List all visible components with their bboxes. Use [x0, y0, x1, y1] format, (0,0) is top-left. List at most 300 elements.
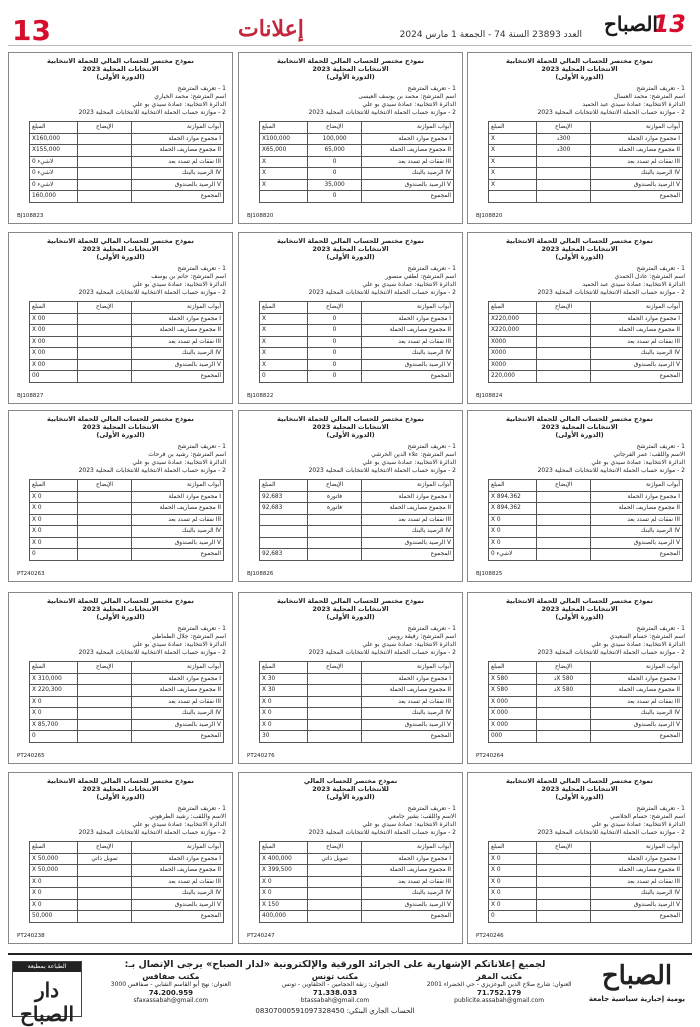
- row-amount: X: [489, 156, 537, 168]
- office-email[interactable]: publicite.assabah@gmail.com: [454, 997, 545, 1004]
- info-line: اسم المترشح: رشيد بن فرحات: [148, 451, 226, 458]
- card-title: (الدورة الأولى): [555, 253, 604, 261]
- row-note: [307, 514, 362, 526]
- card-title: نموذج مختصر للحساب المالي للحملة الانتخابية: [506, 57, 653, 65]
- header-cell: المبلغ: [489, 122, 537, 134]
- candidate-info: [15, 265, 226, 297]
- card-title: الانتخابات المحلية 2023: [541, 65, 618, 73]
- row-note: [77, 503, 132, 515]
- row-note: [536, 191, 591, 203]
- row-amount: X 0: [489, 514, 537, 526]
- row-amount: X000: [489, 336, 537, 348]
- ad-reference: PT240276: [247, 753, 275, 759]
- info-line: اسم المترشح: لطفي منصور: [385, 273, 456, 280]
- card-title: (الدورة الأولى): [555, 431, 604, 439]
- ad-reference: PT240247: [247, 933, 275, 939]
- row-label: المجموع: [362, 549, 454, 561]
- info-line: الدائرة الانتخابية: عمادة سيدي بو علي: [132, 281, 226, 288]
- row-label: III نفقات لم تسدد بعد: [362, 876, 454, 888]
- ad-reference: BJ108824: [476, 393, 503, 399]
- row-note: [536, 348, 591, 360]
- table-row: [489, 853, 683, 865]
- row-amount: X 00: [30, 359, 78, 371]
- row-note: [536, 491, 591, 503]
- info-line: اسم المترشح: حسام الجلاصي: [609, 813, 685, 820]
- row-note: [77, 685, 132, 697]
- ad-card: [467, 232, 692, 404]
- ad-card: [238, 410, 463, 582]
- ad-reference: BJ108820: [247, 213, 274, 219]
- candidate-info: [245, 265, 456, 297]
- row-amount: 0: [30, 549, 78, 561]
- office-block: [90, 973, 252, 1005]
- header-cell: الإيضاح: [77, 122, 132, 134]
- info-line: 1 - تعريف المترشح: [177, 85, 226, 92]
- row-amount: X155,000: [30, 145, 78, 157]
- row-label: II مجموع مصاريف الحملة: [362, 865, 454, 877]
- candidate-info: [245, 443, 456, 475]
- printer-logo: [12, 961, 82, 1026]
- candidate-info: [474, 443, 685, 475]
- row-label: المجموع: [132, 731, 224, 743]
- row-label: V الرصيد بالصندوق: [591, 899, 683, 911]
- row-amount: X: [489, 133, 537, 145]
- ad-reference: BJ108826: [247, 571, 274, 577]
- row-amount: X 310,000: [30, 673, 78, 685]
- row-note: [536, 503, 591, 515]
- row-note: [307, 673, 362, 685]
- card-title: الانتخابات المحلية 2023: [312, 423, 389, 431]
- office-email[interactable]: sfaxassabah@gmail.com: [133, 997, 209, 1004]
- info-line: الدائرة الانتخابية: عمادة سيدي بو علي: [591, 459, 685, 466]
- row-label: V الرصيد بالصندوق: [132, 899, 224, 911]
- ad-reference: PT240264: [476, 753, 504, 759]
- row-label: II مجموع مصاريف الحملة: [591, 503, 683, 515]
- row-label: V الرصيد بالصندوق: [132, 537, 224, 549]
- ad-reference: BJ108827: [17, 393, 44, 399]
- table-row: [260, 503, 454, 515]
- row-label: IV الرصيد بالبنك: [362, 888, 454, 900]
- row-note: [77, 865, 132, 877]
- candidate-info: [245, 805, 456, 837]
- row-amount: X 0: [30, 888, 78, 900]
- candidate-info: [15, 625, 226, 657]
- table-row: [30, 191, 224, 203]
- info-line: الدائرة الانتخابية: عمادة سيدي عبد الحميد: [582, 281, 685, 288]
- row-amount: X 0: [489, 888, 537, 900]
- logo-word: الصباح: [603, 12, 658, 36]
- row-label: I مجموع موارد الحملة: [362, 313, 454, 325]
- row-label: المجموع: [132, 191, 224, 203]
- row-label: III نفقات لم تسدد بعد: [132, 876, 224, 888]
- table-row: [260, 491, 454, 503]
- row-label: V الرصيد بالصندوق: [591, 359, 683, 371]
- candidate-info: [474, 625, 685, 657]
- row-note: [536, 911, 591, 923]
- header-cell: الإيضاح: [77, 302, 132, 314]
- ad-reference: BJ108820: [476, 213, 503, 219]
- row-amount: X 0: [260, 876, 308, 888]
- row-amount: X: [260, 325, 308, 337]
- card-title: (الدورة الأولى): [96, 793, 145, 801]
- header-cell: المبلغ: [30, 662, 78, 674]
- ad-card: [8, 592, 233, 764]
- table-row: [260, 325, 454, 337]
- row-label: II مجموع مصاريف الحملة: [132, 145, 224, 157]
- card-title: (الدورة الأولى): [96, 73, 145, 81]
- row-amount: [260, 514, 308, 526]
- card-title: نموذج مختصر للحساب المالي: [303, 777, 398, 785]
- row-label: IV الرصيد بالبنك: [132, 526, 224, 538]
- table-row: [489, 191, 683, 203]
- row-amount: X 000: [489, 708, 537, 720]
- card-title: نموذج مختصر للحساب المالي للحملة الانتخابية: [277, 415, 424, 423]
- row-label: V الرصيد بالصندوق: [591, 179, 683, 191]
- row-amount: X 0: [260, 696, 308, 708]
- table-row: [30, 359, 224, 371]
- table-row: [30, 491, 224, 503]
- info-line: اسم المترشح: علاء الدين الحرشي: [371, 451, 456, 458]
- row-amount: X: [260, 336, 308, 348]
- row-amount: X 30: [260, 685, 308, 697]
- row-note: [536, 731, 591, 743]
- row-label: IV الرصيد بالبنك: [132, 348, 224, 360]
- card-title: الانتخابات المحلية 2023: [82, 245, 159, 253]
- row-amount: X 0: [30, 526, 78, 538]
- info-line: الدائرة الانتخابية: عمادة سيدي بو علي: [591, 641, 685, 648]
- row-note: [77, 899, 132, 911]
- table-row: [489, 888, 683, 900]
- info-line: الدائرة الانتخابية: عمادة سيدي بو علي: [362, 101, 456, 108]
- card-title: الانتخابات المحلية 2023: [541, 785, 618, 793]
- row-label: I مجموع موارد الحملة: [362, 673, 454, 685]
- row-amount: 400,000: [260, 911, 308, 923]
- row-note: [77, 514, 132, 526]
- table-row: [489, 876, 683, 888]
- row-amount: X 0: [489, 899, 537, 911]
- row-amount: X220,000: [489, 313, 537, 325]
- office-address: العنوان: نهج أبو القاسم الشابي - صفاقس 3000: [110, 981, 231, 988]
- row-note: [77, 371, 132, 383]
- info-line: 1 - تعريف المترشح: [177, 625, 226, 632]
- row-note: 0: [307, 156, 362, 168]
- header-cell: الإيضاح: [77, 842, 132, 854]
- advertising-footer: [8, 953, 692, 1026]
- header-cell: أبواب الموازنة: [362, 662, 454, 674]
- info-line: 1 - تعريف المترشح: [407, 443, 456, 450]
- row-amount: X: [489, 168, 537, 180]
- row-note: 0: [307, 325, 362, 337]
- row-label: III نفقات لم تسدد بعد: [362, 514, 454, 526]
- header-cell: الإيضاح: [77, 662, 132, 674]
- row-amount: X 399,500: [260, 865, 308, 877]
- header-cell: الإيضاح: [307, 662, 362, 674]
- row-amount: 0: [489, 911, 537, 923]
- row-label: II مجموع مصاريف الحملة: [362, 685, 454, 697]
- row-amount: 0 لاشيء: [30, 156, 78, 168]
- header-cell: أبواب الموازنة: [132, 480, 224, 492]
- table-row: [30, 156, 224, 168]
- row-amount: X: [489, 179, 537, 191]
- table-header-row: [30, 842, 224, 854]
- ad-card: [467, 592, 692, 764]
- table-row: [30, 145, 224, 157]
- row-amount: 000: [489, 731, 537, 743]
- row-note: 0: [307, 313, 362, 325]
- info-line: اسم المترشح: رفيقة رويس: [387, 633, 456, 640]
- row-note: [77, 491, 132, 503]
- info-line: 2 - موازنة حساب الحملة الانتخابية للانتخابات المحلية 2023: [537, 289, 685, 296]
- info-line: 1 - تعريف المترشح: [177, 805, 226, 812]
- row-label: I مجموع موارد الحملة: [132, 673, 224, 685]
- table-header-row: [489, 842, 683, 854]
- table-row: [30, 179, 224, 191]
- row-amount: X 894,362: [489, 491, 537, 503]
- info-line: الدائرة الانتخابية: عمادة سيدي بو علي: [132, 641, 226, 648]
- table-row: [489, 179, 683, 191]
- row-label: I مجموع موارد الحملة: [362, 853, 454, 865]
- row-note: [536, 696, 591, 708]
- table-row: [489, 549, 683, 561]
- row-amount: X 50,000: [30, 853, 78, 865]
- info-line: 2 - موازنة حساب الحملة الانتخابية للانتخابات المحلية 2023: [78, 289, 226, 296]
- row-note: [307, 685, 362, 697]
- table-row: [30, 348, 224, 360]
- info-line: الاسم واللقب: بشير جامعي: [388, 813, 456, 820]
- row-label: I مجموع موارد الحملة: [591, 673, 683, 685]
- row-amount: X 894,362: [489, 503, 537, 515]
- info-line: 2 - موازنة حساب الحملة الانتخابية للانتخابات المحلية 2023: [78, 829, 226, 836]
- header-cell: الإيضاح: [307, 302, 362, 314]
- info-line: 2 - موازنة حساب الحملة الانتخابية للانتخابات المحلية 2023: [78, 467, 226, 474]
- card-title: نموذج مختصر للحساب المالي للحملة الانتخابية: [47, 777, 194, 785]
- row-label: II مجموع مصاريف الحملة: [132, 685, 224, 697]
- table-row: [30, 853, 224, 865]
- header-cell: الإيضاح: [307, 122, 362, 134]
- table-row: [260, 514, 454, 526]
- budget-table: [259, 841, 454, 923]
- row-note: [536, 313, 591, 325]
- budget-table: [259, 121, 454, 203]
- table-row: [30, 673, 224, 685]
- table-row: [30, 865, 224, 877]
- row-note: [536, 371, 591, 383]
- table-row: [30, 549, 224, 561]
- header-cell: الإيضاح: [536, 662, 591, 674]
- row-note: 65,000: [307, 145, 362, 157]
- table-header-row: [30, 662, 224, 674]
- row-label: المجموع: [362, 191, 454, 203]
- row-note: [536, 156, 591, 168]
- info-line: 1 - تعريف المترشح: [407, 85, 456, 92]
- table-header-row: [489, 122, 683, 134]
- table-row: [489, 491, 683, 503]
- table-row: [489, 133, 683, 145]
- row-amount: X 0: [30, 491, 78, 503]
- row-amount: X 0: [30, 876, 78, 888]
- row-amount: X 0: [489, 853, 537, 865]
- info-line: اسم المترشح: محمد الخياري: [154, 93, 226, 100]
- row-note: [77, 537, 132, 549]
- row-note: [77, 156, 132, 168]
- info-line: الاسم واللقب: رشيد الطرهوني: [149, 813, 226, 820]
- table-row: [30, 708, 224, 720]
- row-amount: X 00: [30, 325, 78, 337]
- header-cell: المبلغ: [30, 122, 78, 134]
- header-cell: الإيضاح: [536, 122, 591, 134]
- row-label: I مجموع موارد الحملة: [362, 133, 454, 145]
- table-row: [260, 888, 454, 900]
- row-amount: 0: [30, 731, 78, 743]
- card-title: الانتخابات المحلية 2023: [312, 245, 389, 253]
- table-row: [489, 865, 683, 877]
- row-amount: X 0: [30, 708, 78, 720]
- header-cell: أبواب الموازنة: [362, 122, 454, 134]
- header-cell: الإيضاح: [536, 302, 591, 314]
- header-cell: أبواب الموازنة: [132, 122, 224, 134]
- header-cell: الإيضاح: [307, 842, 362, 854]
- row-amount: 92,683: [260, 549, 308, 561]
- card-title: الانتخابات المحلية 2023: [541, 423, 618, 431]
- row-note: [77, 168, 132, 180]
- row-note: فاتورة: [307, 503, 362, 515]
- ad-reference: BJ108822: [247, 393, 274, 399]
- row-amount: X000: [489, 348, 537, 360]
- row-note: [307, 549, 362, 561]
- row-note: [536, 336, 591, 348]
- header-cell: أبواب الموازنة: [591, 480, 683, 492]
- row-note: [77, 526, 132, 538]
- table-row: [489, 156, 683, 168]
- row-amount: 220,000: [489, 371, 537, 383]
- row-note: [307, 899, 362, 911]
- info-line: 2 - موازنة حساب الحملة الانتخابية للانتخابات المحلية 2023: [78, 109, 226, 116]
- card-title: الانتخابات المحلية 2023: [82, 785, 159, 793]
- row-amount: X: [260, 168, 308, 180]
- row-label: III نفقات لم تسدد بعد: [132, 696, 224, 708]
- ad-card: [467, 52, 692, 224]
- header-cell: المبلغ: [260, 480, 308, 492]
- row-label: IV الرصيد بالبنك: [362, 526, 454, 538]
- row-label: IV الرصيد بالبنك: [591, 888, 683, 900]
- card-title: نموذج مختصر للحساب المالي للحملة الانتخابية: [47, 57, 194, 65]
- row-label: IV الرصيد بالبنك: [591, 168, 683, 180]
- row-note: [77, 359, 132, 371]
- row-label: II مجموع مصاريف الحملة: [132, 325, 224, 337]
- info-line: الدائرة الانتخابية: عمادة سيدي بو علي: [591, 821, 685, 828]
- table-row: [489, 336, 683, 348]
- budget-table: [488, 301, 683, 383]
- row-amount: X: [489, 145, 537, 157]
- row-label: IV الرصيد بالبنك: [591, 348, 683, 360]
- row-label: IV الرصيد بالبنك: [591, 526, 683, 538]
- ad-card: [8, 772, 233, 944]
- table-row: [260, 359, 454, 371]
- row-note: [77, 876, 132, 888]
- table-row: [260, 168, 454, 180]
- row-label: V الرصيد بالصندوق: [362, 537, 454, 549]
- header-cell: المبلغ: [260, 122, 308, 134]
- row-label: IV الرصيد بالبنك: [132, 888, 224, 900]
- row-label: II مجموع مصاريف الحملة: [362, 503, 454, 515]
- table-row: [489, 526, 683, 538]
- card-title: (الدورة الأولى): [326, 613, 375, 621]
- row-note: [536, 359, 591, 371]
- row-note: [307, 876, 362, 888]
- row-note: تمويل ذاتي: [77, 853, 132, 865]
- row-label: المجموع: [591, 549, 683, 561]
- page-header: [8, 10, 692, 46]
- row-label: III نفقات لم تسدد بعد: [591, 876, 683, 888]
- row-label: V الرصيد بالصندوق: [362, 359, 454, 371]
- row-label: IV الرصيد بالبنك: [132, 168, 224, 180]
- info-line: الدائرة الانتخابية: عمادة سيدي عبد الحميد: [582, 101, 685, 108]
- row-amount: 0 لاشيء: [30, 168, 78, 180]
- row-amount: 92,683: [260, 491, 308, 503]
- assabah-logo: [586, 961, 688, 1019]
- row-amount: X 0: [260, 708, 308, 720]
- info-line: الدائرة الانتخابية: عمادة سيدي بو علي: [362, 641, 456, 648]
- contact-block: [90, 959, 580, 1015]
- row-note: [77, 191, 132, 203]
- budget-table: [29, 661, 224, 743]
- card-title: (الدورة الأولى): [326, 431, 375, 439]
- row-amount: X 0: [489, 537, 537, 549]
- row-note: 0: [307, 168, 362, 180]
- table-row: [260, 348, 454, 360]
- row-note: X 580د: [536, 673, 591, 685]
- office-email[interactable]: btassabah@gmail.com: [300, 997, 370, 1004]
- row-note: [77, 179, 132, 191]
- info-line: 2 - موازنة حساب الحملة الانتخابية للانتخابات المحلية 2023: [308, 649, 456, 656]
- header-cell: المبلغ: [489, 302, 537, 314]
- row-label: IV الرصيد بالبنك: [132, 708, 224, 720]
- row-amount: 160,000: [30, 191, 78, 203]
- row-amount: X 220,300: [30, 685, 78, 697]
- budget-table: [488, 661, 683, 743]
- info-line: 1 - تعريف المترشح: [636, 265, 685, 272]
- row-amount: X 50,000: [30, 865, 78, 877]
- info-line: اسم المترشح: جلال الطماطي: [151, 633, 226, 640]
- row-amount: X: [260, 156, 308, 168]
- ad-card: [238, 772, 463, 944]
- table-row: [489, 514, 683, 526]
- row-label: المجموع: [591, 191, 683, 203]
- row-label: III نفقات لم تسدد بعد: [132, 514, 224, 526]
- row-amount: 30: [260, 731, 308, 743]
- table-row: [30, 899, 224, 911]
- ad-reference: BJ108825: [476, 571, 503, 577]
- row-label: III نفقات لم تسدد بعد: [591, 156, 683, 168]
- row-amount: X 0: [489, 526, 537, 538]
- row-note: 35,000: [307, 179, 362, 191]
- card-title: الانتخابات المحلية 2023: [312, 605, 389, 613]
- table-row: [260, 696, 454, 708]
- table-row: [30, 514, 224, 526]
- office-address: العنوان: زنقة الحجامين - الحلفاوين - تونس: [281, 981, 389, 988]
- card-title: نموذج مختصر للحساب المالي للحملة الانتخابية: [47, 237, 194, 245]
- row-note: [77, 549, 132, 561]
- row-amount: X 000: [489, 719, 537, 731]
- card-title: (الدورة الأولى): [326, 73, 375, 81]
- row-amount: X220,000: [489, 325, 537, 337]
- table-row: [30, 371, 224, 383]
- info-line: 1 - تعريف المترشح: [636, 443, 685, 450]
- header-cell: الإيضاح: [307, 480, 362, 492]
- row-label: II مجموع مصاريف الحملة: [591, 145, 683, 157]
- table-row: [489, 359, 683, 371]
- table-row: [30, 168, 224, 180]
